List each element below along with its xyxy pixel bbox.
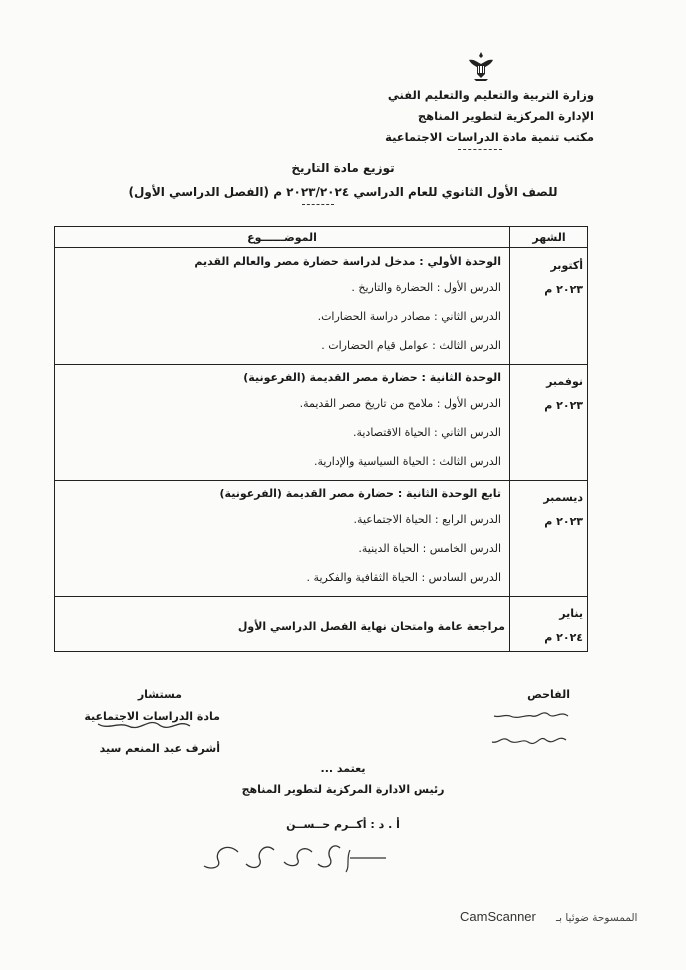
unit-title: الوحدة الثانية : حضارة مصر القديمة (الفرعونية) xyxy=(243,371,501,384)
column-header-topic: الموضــــــوع xyxy=(247,231,317,244)
month-name: نوفمبر xyxy=(546,375,583,388)
lesson-item: الدرس الثاني : الحياة الاقتصادية. xyxy=(352,426,501,439)
approval-label: يعتمد ... xyxy=(320,762,366,775)
eagle-emblem-icon xyxy=(466,50,496,82)
month-cell xyxy=(511,365,587,423)
office-name: مكتب تنمية مادة الدراسات الاجتماعية xyxy=(385,130,594,144)
lesson-item: الدرس الثاني : مصادر دراسة الحضارات. xyxy=(317,310,501,323)
month-year: ٢٠٢٣ م xyxy=(544,283,583,296)
advisor-name: أشرف عبد المنعم سيد xyxy=(99,742,220,755)
month-name: أكتوبر xyxy=(550,259,583,272)
approver-name: أ . د : أكــرم حــســن xyxy=(286,818,400,831)
month-year: ٢٠٢٣ م xyxy=(544,399,583,412)
ministry-header xyxy=(334,85,594,148)
examiner-block xyxy=(480,684,570,706)
advisor-title: مستشار xyxy=(137,688,182,701)
column-divider xyxy=(509,227,510,651)
topic-cell xyxy=(55,251,505,360)
approval-block xyxy=(0,762,686,831)
month-cell xyxy=(511,249,587,307)
header-row-border xyxy=(55,247,587,248)
document-title xyxy=(0,156,686,204)
month-year: ٢٠٢٤ م xyxy=(544,631,583,644)
lesson-item: الدرس الأول : ملامح من تاريخ مصر القديمة. xyxy=(299,397,501,410)
title-divider xyxy=(302,204,334,205)
unit-title: الوحدة الأولي : مدخل لدراسة حضارة مصر والعالم القديم xyxy=(194,255,501,268)
topic-cell xyxy=(55,367,505,476)
curriculum-table xyxy=(54,226,588,652)
month-cell xyxy=(511,481,587,539)
examiner-signature xyxy=(488,704,574,754)
title-line-2: للصف الأول الثانوي للعام الدراسي ٢٠٢٣/٢٠٢٤ م (الفصل الدراسي الأول) xyxy=(128,185,558,199)
examiner-title: الفاحص xyxy=(527,688,570,701)
lesson-item: الدرس الثالث : الحياة السياسية والإدارية. xyxy=(314,455,501,468)
column-header-month: الشهر xyxy=(532,231,566,244)
final-exam-note: مراجعة عامة وامتحان نهاية الفصل الدراسي الأول xyxy=(237,620,505,633)
advisor-subject: مادة الدراسات الاجتماعية xyxy=(84,710,220,723)
lesson-item: الدرس الثالث : عوامل قيام الحضارات . xyxy=(321,339,501,352)
unit-title: تابع الوحدة الثانية : حضارة مصر القديمة (الفرعونية) xyxy=(219,487,501,500)
title-line-1: توزيع مادة التاريخ xyxy=(291,161,395,175)
lesson-item: الدرس الرابع : الحياة الاجتماعية. xyxy=(353,513,501,526)
lesson-item: الدرس الأول : الحضارة والتاريخ . xyxy=(351,281,501,294)
month-name: يناير xyxy=(559,607,583,620)
lesson-item: الدرس السادس : الحياة الثقافية والفكرية . xyxy=(306,571,501,584)
approver-title: رئيس الادارة المركزية لتطوير المناهج xyxy=(241,783,445,796)
row-border xyxy=(55,596,587,597)
topic-cell xyxy=(55,483,505,592)
advisor-signature xyxy=(94,716,194,738)
ministry-name: وزارة التربية والتعليم والتعليم الفني xyxy=(387,88,594,102)
row-border xyxy=(55,364,587,365)
camscanner-label: CamScanner xyxy=(460,909,536,924)
department-name: الإدارة المركزية لتطوير المناهج xyxy=(417,109,594,123)
month-cell xyxy=(511,597,587,655)
scanned-by-label: الممسوحة ضوئيا بـ xyxy=(556,912,638,924)
month-year: ٢٠٢٣ م xyxy=(544,515,583,528)
month-name: ديسمبر xyxy=(543,491,583,504)
approver-signature xyxy=(200,838,390,878)
row-border xyxy=(55,480,587,481)
header-divider xyxy=(458,149,502,150)
lesson-item: الدرس الخامس : الحياة الدينية. xyxy=(358,542,501,555)
